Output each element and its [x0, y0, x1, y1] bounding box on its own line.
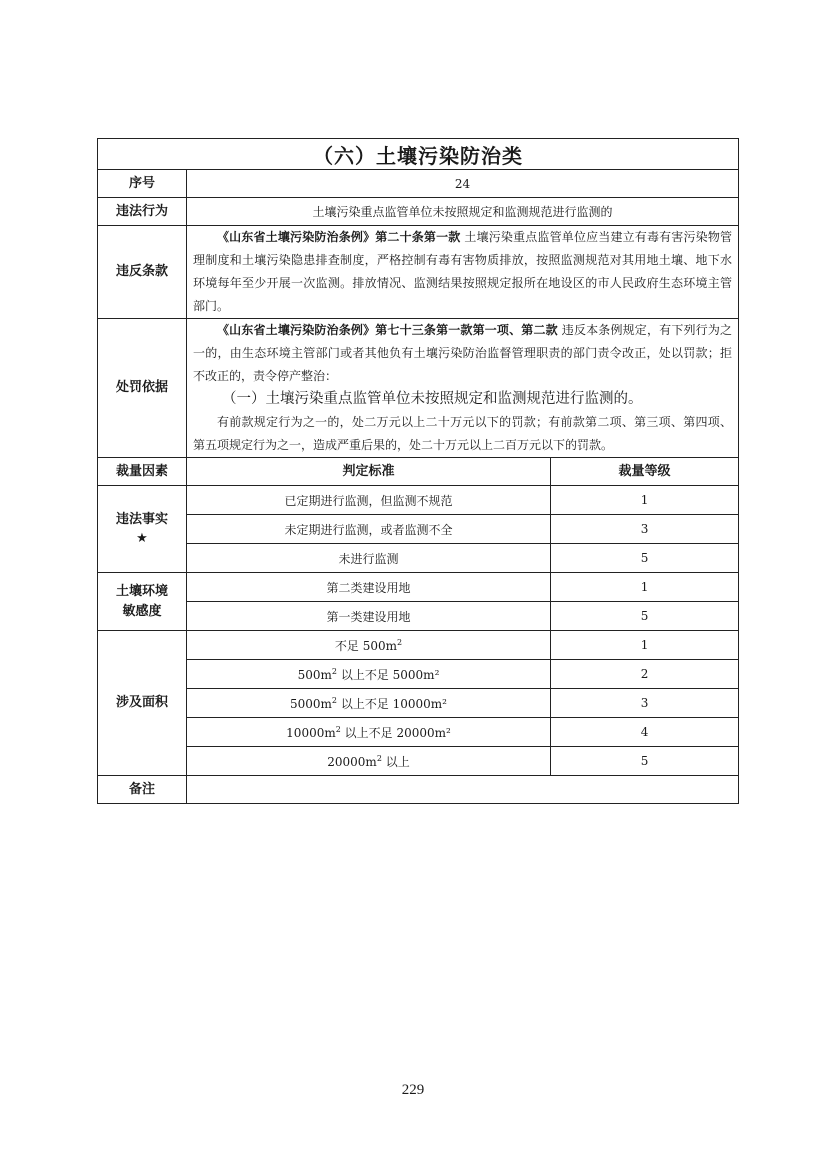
table-row: 第二类建设用地	[187, 573, 551, 602]
table-row	[187, 747, 551, 776]
level-value: 2	[551, 660, 739, 689]
penalty-law-content: 违反本条例规定，有下列行为之一的，由生态环境主管部门或者其他负有土壤污染防治监督管理职责的部门责令改正，处以罚款；拒不改正的，责令停产整治：	[193, 323, 733, 383]
level-value: 3	[551, 689, 739, 718]
table-row: 已定期进行监测，但监测不规范	[187, 486, 551, 515]
level-value: 4	[551, 718, 739, 747]
sensitivity-label-line2: 敏感度	[122, 603, 162, 619]
table-row	[187, 689, 551, 718]
area-label: 涉及面积	[98, 631, 187, 776]
table-row: 未进行监测	[187, 544, 551, 573]
serial-value: 24	[187, 170, 739, 198]
level-header: 裁量等级	[551, 458, 739, 486]
area-pre: 20000m	[327, 754, 377, 769]
violated-clause-label: 违反条款	[98, 226, 187, 319]
area-pre: 不足 500m	[334, 638, 397, 653]
table-row: 未定期进行监测，或者监测不全	[187, 515, 551, 544]
penalty-basis-label: 处罚依据	[98, 319, 187, 458]
area-post: 以上不足 10000m²	[337, 696, 447, 711]
area-sup: 2	[331, 695, 337, 705]
area-pre: 500m	[297, 667, 332, 682]
penalty-paragraph-two: 有前款规定行为之一的，处二万元以上二十万元以下的罚款；有前款第二项、第三项、第四项、第五项规定行为之一，造成严重后果的，处二十万元以上二百万元以下的罚款。	[193, 415, 733, 452]
penalty-standard-table	[97, 138, 739, 804]
behavior-label: 违法行为	[98, 198, 187, 226]
behavior-value: 土壤污染重点监管单位未按照规定和监测规范进行监测的	[187, 198, 739, 226]
level-value: 1	[551, 486, 739, 515]
level-value: 5	[551, 602, 739, 631]
fact-label	[98, 486, 187, 573]
penalty-item-one: （一）土壤污染重点监管单位未按照规定和监测规范进行监测的。	[222, 391, 643, 407]
table-row	[187, 631, 551, 660]
level-value: 3	[551, 515, 739, 544]
violated-law-name: 《山东省土壤污染防治条例》第二十条第一款	[217, 230, 461, 244]
factor-header: 裁量因素	[98, 458, 187, 486]
sensitivity-label	[98, 573, 187, 631]
area-sup: 2	[335, 724, 341, 734]
section-title: （六）土壤污染防治类	[98, 139, 739, 170]
area-post: 以上不足 5000m²	[337, 667, 440, 682]
table-row	[187, 660, 551, 689]
level-value: 5	[551, 544, 739, 573]
fact-label-text: 违法事实	[115, 511, 168, 527]
sensitivity-label-line1: 土壤环境	[115, 584, 168, 599]
penalty-basis-text	[187, 319, 739, 458]
level-value: 1	[551, 573, 739, 602]
area-sup: 2	[397, 637, 403, 647]
star-icon: ★	[136, 531, 148, 546]
area-pre: 10000m	[286, 725, 336, 740]
area-sup: 2	[331, 666, 338, 676]
area-post: 以上	[381, 754, 410, 769]
violated-clause-text	[187, 226, 739, 319]
serial-label: 序号	[98, 170, 187, 198]
area-sup: 2	[376, 753, 382, 763]
table-row: 第一类建设用地	[187, 602, 551, 631]
standard-header: 判定标准	[187, 458, 551, 486]
area-post: 以上不足 20000m²	[340, 725, 451, 740]
table-row	[187, 718, 551, 747]
page-number: 229	[401, 1082, 425, 1098]
penalty-law-name: 《山东省土壤污染防治条例》第七十三条第一款第一项、第二款	[217, 323, 558, 337]
remark-value	[187, 776, 739, 804]
area-pre: 5000m	[289, 696, 332, 711]
level-value: 5	[551, 747, 739, 776]
remark-label: 备注	[98, 776, 187, 804]
violated-law-content: 土壤污染重点监管单位应当建立有毒有害污染物管理制度和土壤污染隐患排查制度，严格控制有毒有害物质排放，按照监测规范对其用地土壤、地下水环境每年至少开展一次监测。排放情况、监测结果按照规定报所在地设区的市人民政府生态环境主管部门。	[193, 230, 733, 313]
level-value: 1	[551, 631, 739, 660]
